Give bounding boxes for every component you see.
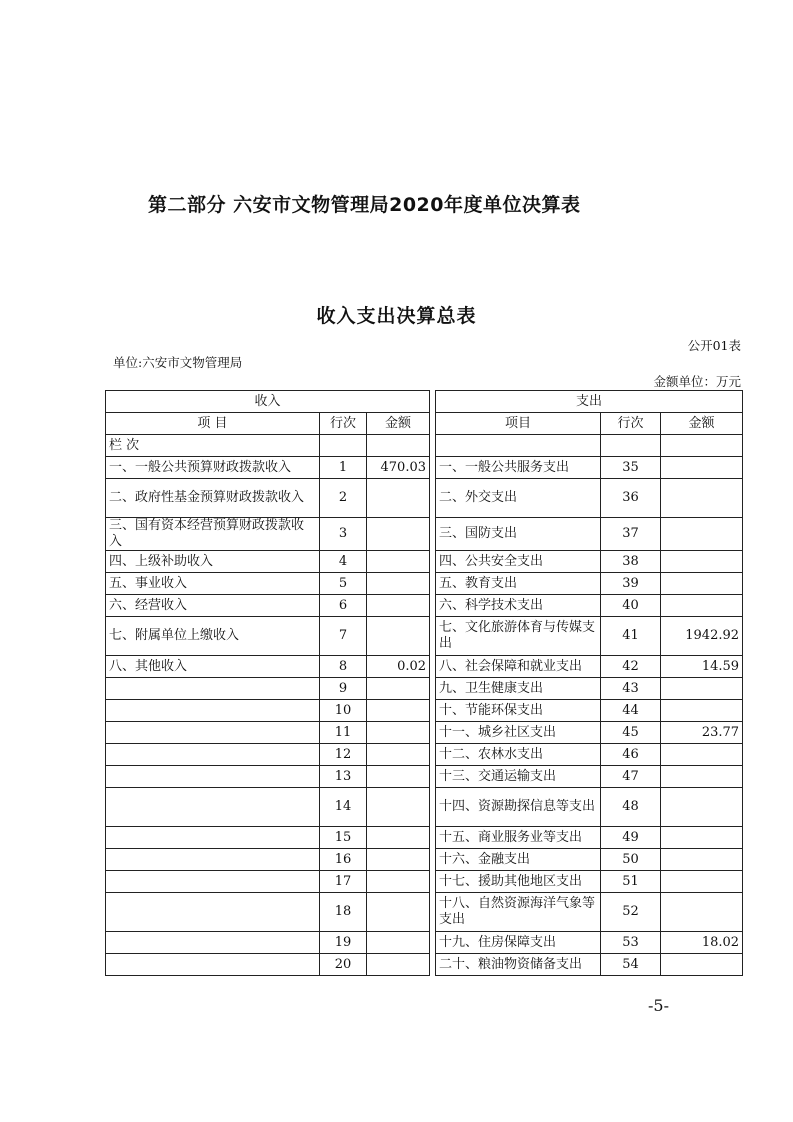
expense-line-cell: 42 (601, 656, 661, 678)
expense-line-cell: 46 (601, 744, 661, 766)
income-line-cell: 1 (320, 457, 367, 479)
expense-line-cell: 44 (601, 700, 661, 722)
expense-line-cell: 54 (601, 954, 661, 976)
income-amount-cell (367, 678, 430, 700)
table-row (106, 457, 743, 479)
expense-line-cell: 49 (601, 827, 661, 849)
table-row (106, 656, 743, 678)
income-line-cell: 5 (320, 573, 367, 595)
expense-item-cell: 三、国防支出 (436, 518, 601, 551)
expense-line-cell: 37 (601, 518, 661, 551)
income-amount-cell (367, 849, 430, 871)
expense-amount-cell (661, 827, 743, 849)
expense-amount-cell: 14.59 (661, 656, 743, 678)
table-row (106, 932, 743, 954)
income-amount-cell (367, 479, 430, 518)
income-item-cell (106, 678, 320, 700)
expense-item-cell: 十三、交通运输支出 (436, 766, 601, 788)
expense-amount-cell: 23.77 (661, 722, 743, 744)
income-item-cell (106, 722, 320, 744)
expense-item-cell: 十七、援助其他地区支出 (436, 871, 601, 893)
expense-amount-cell (661, 678, 743, 700)
table-row (106, 700, 743, 722)
income-amount-cell (367, 932, 430, 954)
expense-item-cell: 十一、城乡社区支出 (436, 722, 601, 744)
table-row (106, 551, 743, 573)
expense-item-cell: 十九、住房保障支出 (436, 932, 601, 954)
expense-line-cell: 35 (601, 457, 661, 479)
income-line-cell: 6 (320, 595, 367, 617)
expense-line-cell: 53 (601, 932, 661, 954)
income-item-cell (106, 954, 320, 976)
expense-line-cell: 41 (601, 617, 661, 656)
income-item-cell (106, 849, 320, 871)
expense-amount-cell (661, 849, 743, 871)
expense-amount-cell (661, 744, 743, 766)
expense-amount-cell (661, 871, 743, 893)
income-line-cell: 10 (320, 700, 367, 722)
income-amount-cell (367, 744, 430, 766)
expense-amount-cell (661, 788, 743, 827)
expense-item-cell: 七、文化旅游体育与传媒支出 (436, 617, 601, 656)
table-row (106, 788, 743, 827)
expense-amount-cell: 1942.92 (661, 617, 743, 656)
income-item-cell (106, 700, 320, 722)
income-amount-header: 金额 (367, 413, 430, 435)
income-item-cell (106, 788, 320, 827)
income-line-cell: 8 (320, 656, 367, 678)
table-row (106, 479, 743, 518)
expense-amount-cell: 18.02 (661, 932, 743, 954)
expense-amount-cell (661, 893, 743, 932)
table-row (106, 871, 743, 893)
income-amount-cell (367, 893, 430, 932)
income-item-cell (106, 893, 320, 932)
income-amount-cell (367, 573, 430, 595)
expense-line-cell: 40 (601, 595, 661, 617)
income-item-cell: 八、其他收入 (106, 656, 320, 678)
expense-item-cell: 九、卫生健康支出 (436, 678, 601, 700)
table-row (106, 595, 743, 617)
expense-item-header: 项目 (436, 413, 601, 435)
income-item-cell (106, 766, 320, 788)
expense-item-cell: 六、科学技术支出 (436, 595, 601, 617)
income-item-cell (106, 871, 320, 893)
expense-item-cell: 十八、自然资源海洋气象等支出 (436, 893, 601, 932)
table-row (106, 744, 743, 766)
page-number: -5- (648, 996, 669, 1015)
table-row (106, 766, 743, 788)
expense-line-cell: 48 (601, 788, 661, 827)
income-amount-cell (367, 827, 430, 849)
expense-item-cell: 十、节能环保支出 (436, 700, 601, 722)
income-item-cell: 一、一般公共预算财政拨款收入 (106, 457, 320, 479)
income-line-cell: 13 (320, 766, 367, 788)
income-line-cell: 14 (320, 788, 367, 827)
amount-unit: 金额单位：万元 (653, 374, 741, 389)
expense-header: 支出 (436, 391, 743, 413)
expense-line-cell: 50 (601, 849, 661, 871)
income-line-cell: 18 (320, 893, 367, 932)
table-row (106, 722, 743, 744)
expense-amount-cell (661, 457, 743, 479)
table-row (106, 678, 743, 700)
income-expense-table (105, 390, 743, 976)
expense-item-cell: 十六、金融支出 (436, 849, 601, 871)
income-line-cell: 15 (320, 827, 367, 849)
expense-item-cell: 二、外交支出 (436, 479, 601, 518)
expense-amount-cell (661, 518, 743, 551)
income-item-cell: 二、政府性基金预算财政拨款收入 (106, 479, 320, 518)
expense-item-cell: 八、社会保障和就业支出 (436, 656, 601, 678)
expense-amount-cell (661, 595, 743, 617)
income-line-cell: 9 (320, 678, 367, 700)
income-amount-cell (367, 722, 430, 744)
form-code: 公开01表 (687, 338, 741, 353)
unit-label: 单位:六安市文物管理局 (113, 355, 243, 370)
table-row (106, 954, 743, 976)
expense-item-cell: 五、教育支出 (436, 573, 601, 595)
income-line-cell: 2 (320, 479, 367, 518)
income-line-cell: 12 (320, 744, 367, 766)
income-item-cell: 三、国有资本经营预算财政拨款收入 (106, 518, 320, 551)
income-item-cell (106, 932, 320, 954)
expense-line-cell: 36 (601, 479, 661, 518)
income-amount-cell (367, 871, 430, 893)
income-line-cell: 11 (320, 722, 367, 744)
income-line-cell: 19 (320, 932, 367, 954)
income-amount-cell (367, 595, 430, 617)
expense-line-cell: 52 (601, 893, 661, 932)
expense-line-cell: 38 (601, 551, 661, 573)
expense-item-cell: 十四、资源勘探信息等支出 (436, 788, 601, 827)
income-line-cell: 16 (320, 849, 367, 871)
income-line-cell: 3 (320, 518, 367, 551)
table-row (106, 893, 743, 932)
expense-amount-cell (661, 700, 743, 722)
income-item-cell: 五、事业收入 (106, 573, 320, 595)
expense-amount-cell (661, 954, 743, 976)
income-amount-cell: 470.03 (367, 457, 430, 479)
income-line-header: 行次 (320, 413, 367, 435)
income-line-cell: 7 (320, 617, 367, 656)
table-title: 收入支出决算总表 (316, 305, 477, 327)
expense-line-cell: 47 (601, 766, 661, 788)
income-amount-cell: 0.02 (367, 656, 430, 678)
income-amount-cell (367, 700, 430, 722)
income-header: 收入 (106, 391, 430, 413)
income-item-header: 项 目 (106, 413, 320, 435)
table-row (106, 849, 743, 871)
income-line-cell: 4 (320, 551, 367, 573)
income-item-cell: 六、经营收入 (106, 595, 320, 617)
table-row (106, 617, 743, 656)
expense-line-cell: 45 (601, 722, 661, 744)
income-amount-cell (367, 954, 430, 976)
expense-item-cell: 十二、农林水支出 (436, 744, 601, 766)
expense-item-cell: 四、公共安全支出 (436, 551, 601, 573)
expense-amount-cell (661, 766, 743, 788)
expense-line-cell: 51 (601, 871, 661, 893)
income-amount-cell (367, 617, 430, 656)
table-row (106, 827, 743, 849)
expense-line-header: 行次 (601, 413, 661, 435)
expense-amount-cell (661, 573, 743, 595)
income-amount-cell (367, 766, 430, 788)
expense-item-cell: 十五、商业服务业等支出 (436, 827, 601, 849)
expense-amount-cell (661, 551, 743, 573)
income-item-cell: 四、上级补助收入 (106, 551, 320, 573)
income-line-cell: 17 (320, 871, 367, 893)
expense-line-cell: 39 (601, 573, 661, 595)
expense-item-cell: 二十、粮油物资储备支出 (436, 954, 601, 976)
expense-line-cell: 43 (601, 678, 661, 700)
expense-amount-header: 金额 (661, 413, 743, 435)
income-amount-cell (367, 788, 430, 827)
income-item-cell (106, 827, 320, 849)
table-row (106, 573, 743, 595)
expense-item-cell: 一、一般公共服务支出 (436, 457, 601, 479)
expense-amount-cell (661, 479, 743, 518)
income-item-cell: 七、附属单位上缴收入 (106, 617, 320, 656)
part-title: 第二部分 六安市文物管理局2020年度单位决算表 (148, 194, 581, 216)
income-amount-cell (367, 551, 430, 573)
income-amount-cell (367, 518, 430, 551)
column-order-label: 栏 次 (106, 435, 320, 457)
income-line-cell: 20 (320, 954, 367, 976)
income-item-cell (106, 744, 320, 766)
table-row (106, 518, 743, 551)
